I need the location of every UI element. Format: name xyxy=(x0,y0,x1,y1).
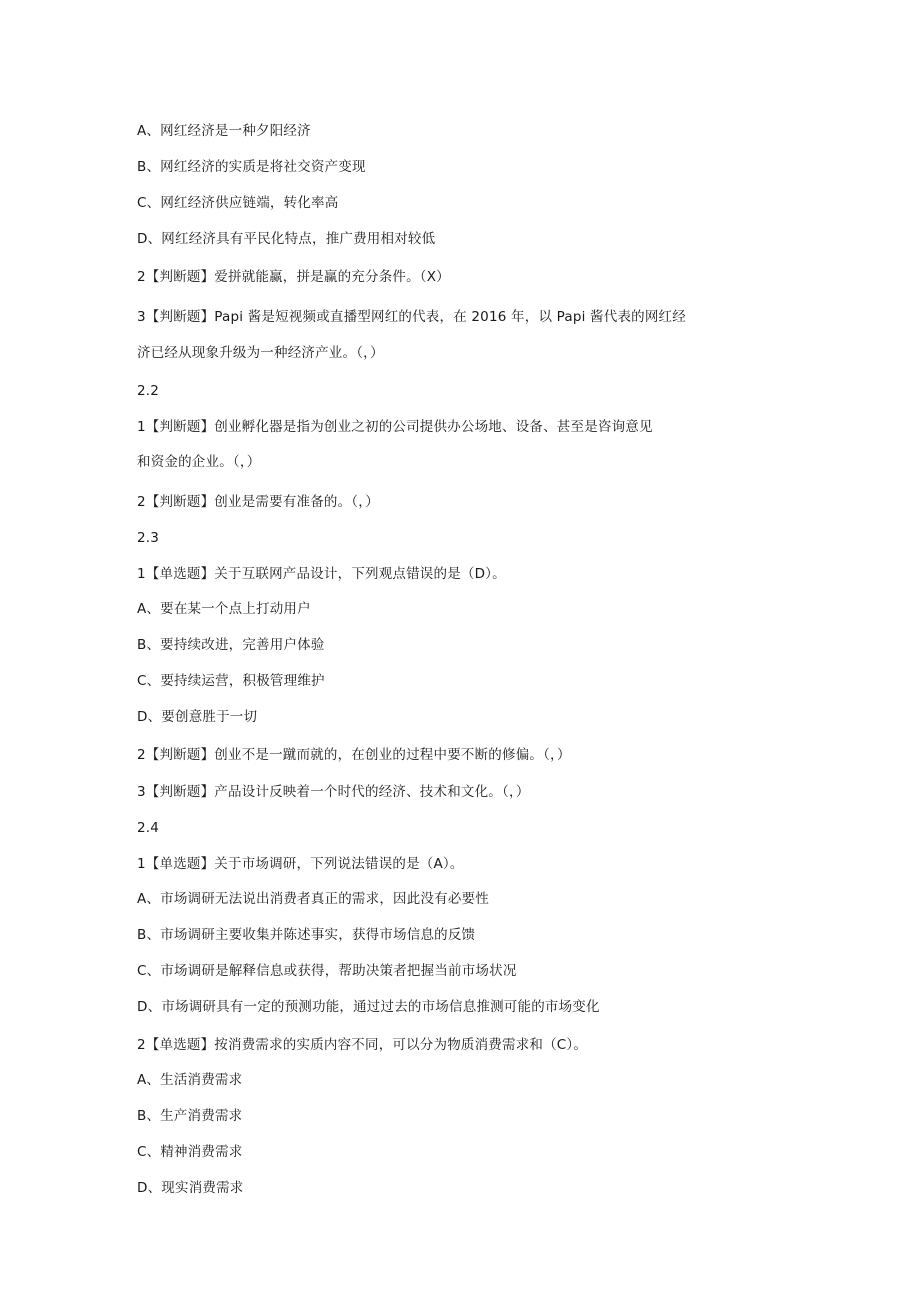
question-line: 1【单选题】关于互联网产品设计，下列观点错误的是（D）。 xyxy=(137,566,506,582)
option-line: D、现实消费需求 xyxy=(137,1180,244,1196)
option-line: B、要持续改进，完善用户体验 xyxy=(137,637,325,653)
option-line: B、生产消费需求 xyxy=(137,1108,243,1124)
option-line: C、市场调研是解释信息或获得，帮助决策者把握当前市场状况 xyxy=(137,963,517,979)
section-heading: 2.3 xyxy=(137,530,160,546)
option-line: D、网红经济具有平民化特点，推广费用相对较低 xyxy=(137,231,436,247)
option-line: B、网红经济的实质是将社交资产变现 xyxy=(137,159,366,175)
option-line: A、要在某一个点上打动用户 xyxy=(137,601,311,617)
option-line: D、市场调研具有一定的预测功能，通过过去的市场信息推测可能的市场变化 xyxy=(137,999,600,1015)
option-line: A、网红经济是一种夕阳经济 xyxy=(137,123,311,139)
question-line: 3【判断题】产品设计反映着一个时代的经济、技术和文化。（，） xyxy=(137,784,530,800)
option-line: C、要持续运营，积极管理维护 xyxy=(137,673,325,689)
question-line: 和资金的企业。（，） xyxy=(137,454,261,470)
section-heading: 2.4 xyxy=(137,820,160,836)
question-line: 济已经从现象升级为一种经济产业。（，） xyxy=(137,345,384,361)
option-line: A、生活消费需求 xyxy=(137,1072,243,1088)
question-line: 1【判断题】创业孵化器是指为创业之初的公司提供办公场地、设备、甚至是咨询意见 xyxy=(137,419,653,435)
option-line: A、市场调研无法说出消费者真正的需求，因此没有必要性 xyxy=(137,891,489,907)
option-line: D、要创意胜于一切 xyxy=(137,709,258,725)
question-line: 2【单选题】按消费需求的实质内容不同，可以分为物质消费需求和（C）。 xyxy=(137,1037,588,1053)
option-line: B、市场调研主要收集并陈述事实，获得市场信息的反馈 xyxy=(137,927,476,943)
question-line: 2【判断题】创业不是一蹴而就的，在创业的过程中要不断的修偏。（，） xyxy=(137,747,571,763)
question-line: 1【单选题】关于市场调研，下列说法错误的是（A）。 xyxy=(137,856,464,872)
question-line: 2【判断题】创业是需要有准备的。（，） xyxy=(137,494,379,510)
question-line: 3【判断题】Papi 酱是短视频或直播型网红的代表，在 2016 年，以 Papi 酱代表的网红经 xyxy=(137,309,686,325)
section-heading: 2.2 xyxy=(137,383,160,399)
option-line: C、网红经济供应链端，转化率高 xyxy=(137,195,339,211)
question-line: 2【判断题】爱拼就能赢，拼是赢的充分条件。（X） xyxy=(137,269,450,285)
option-line: C、精神消费需求 xyxy=(137,1144,243,1160)
